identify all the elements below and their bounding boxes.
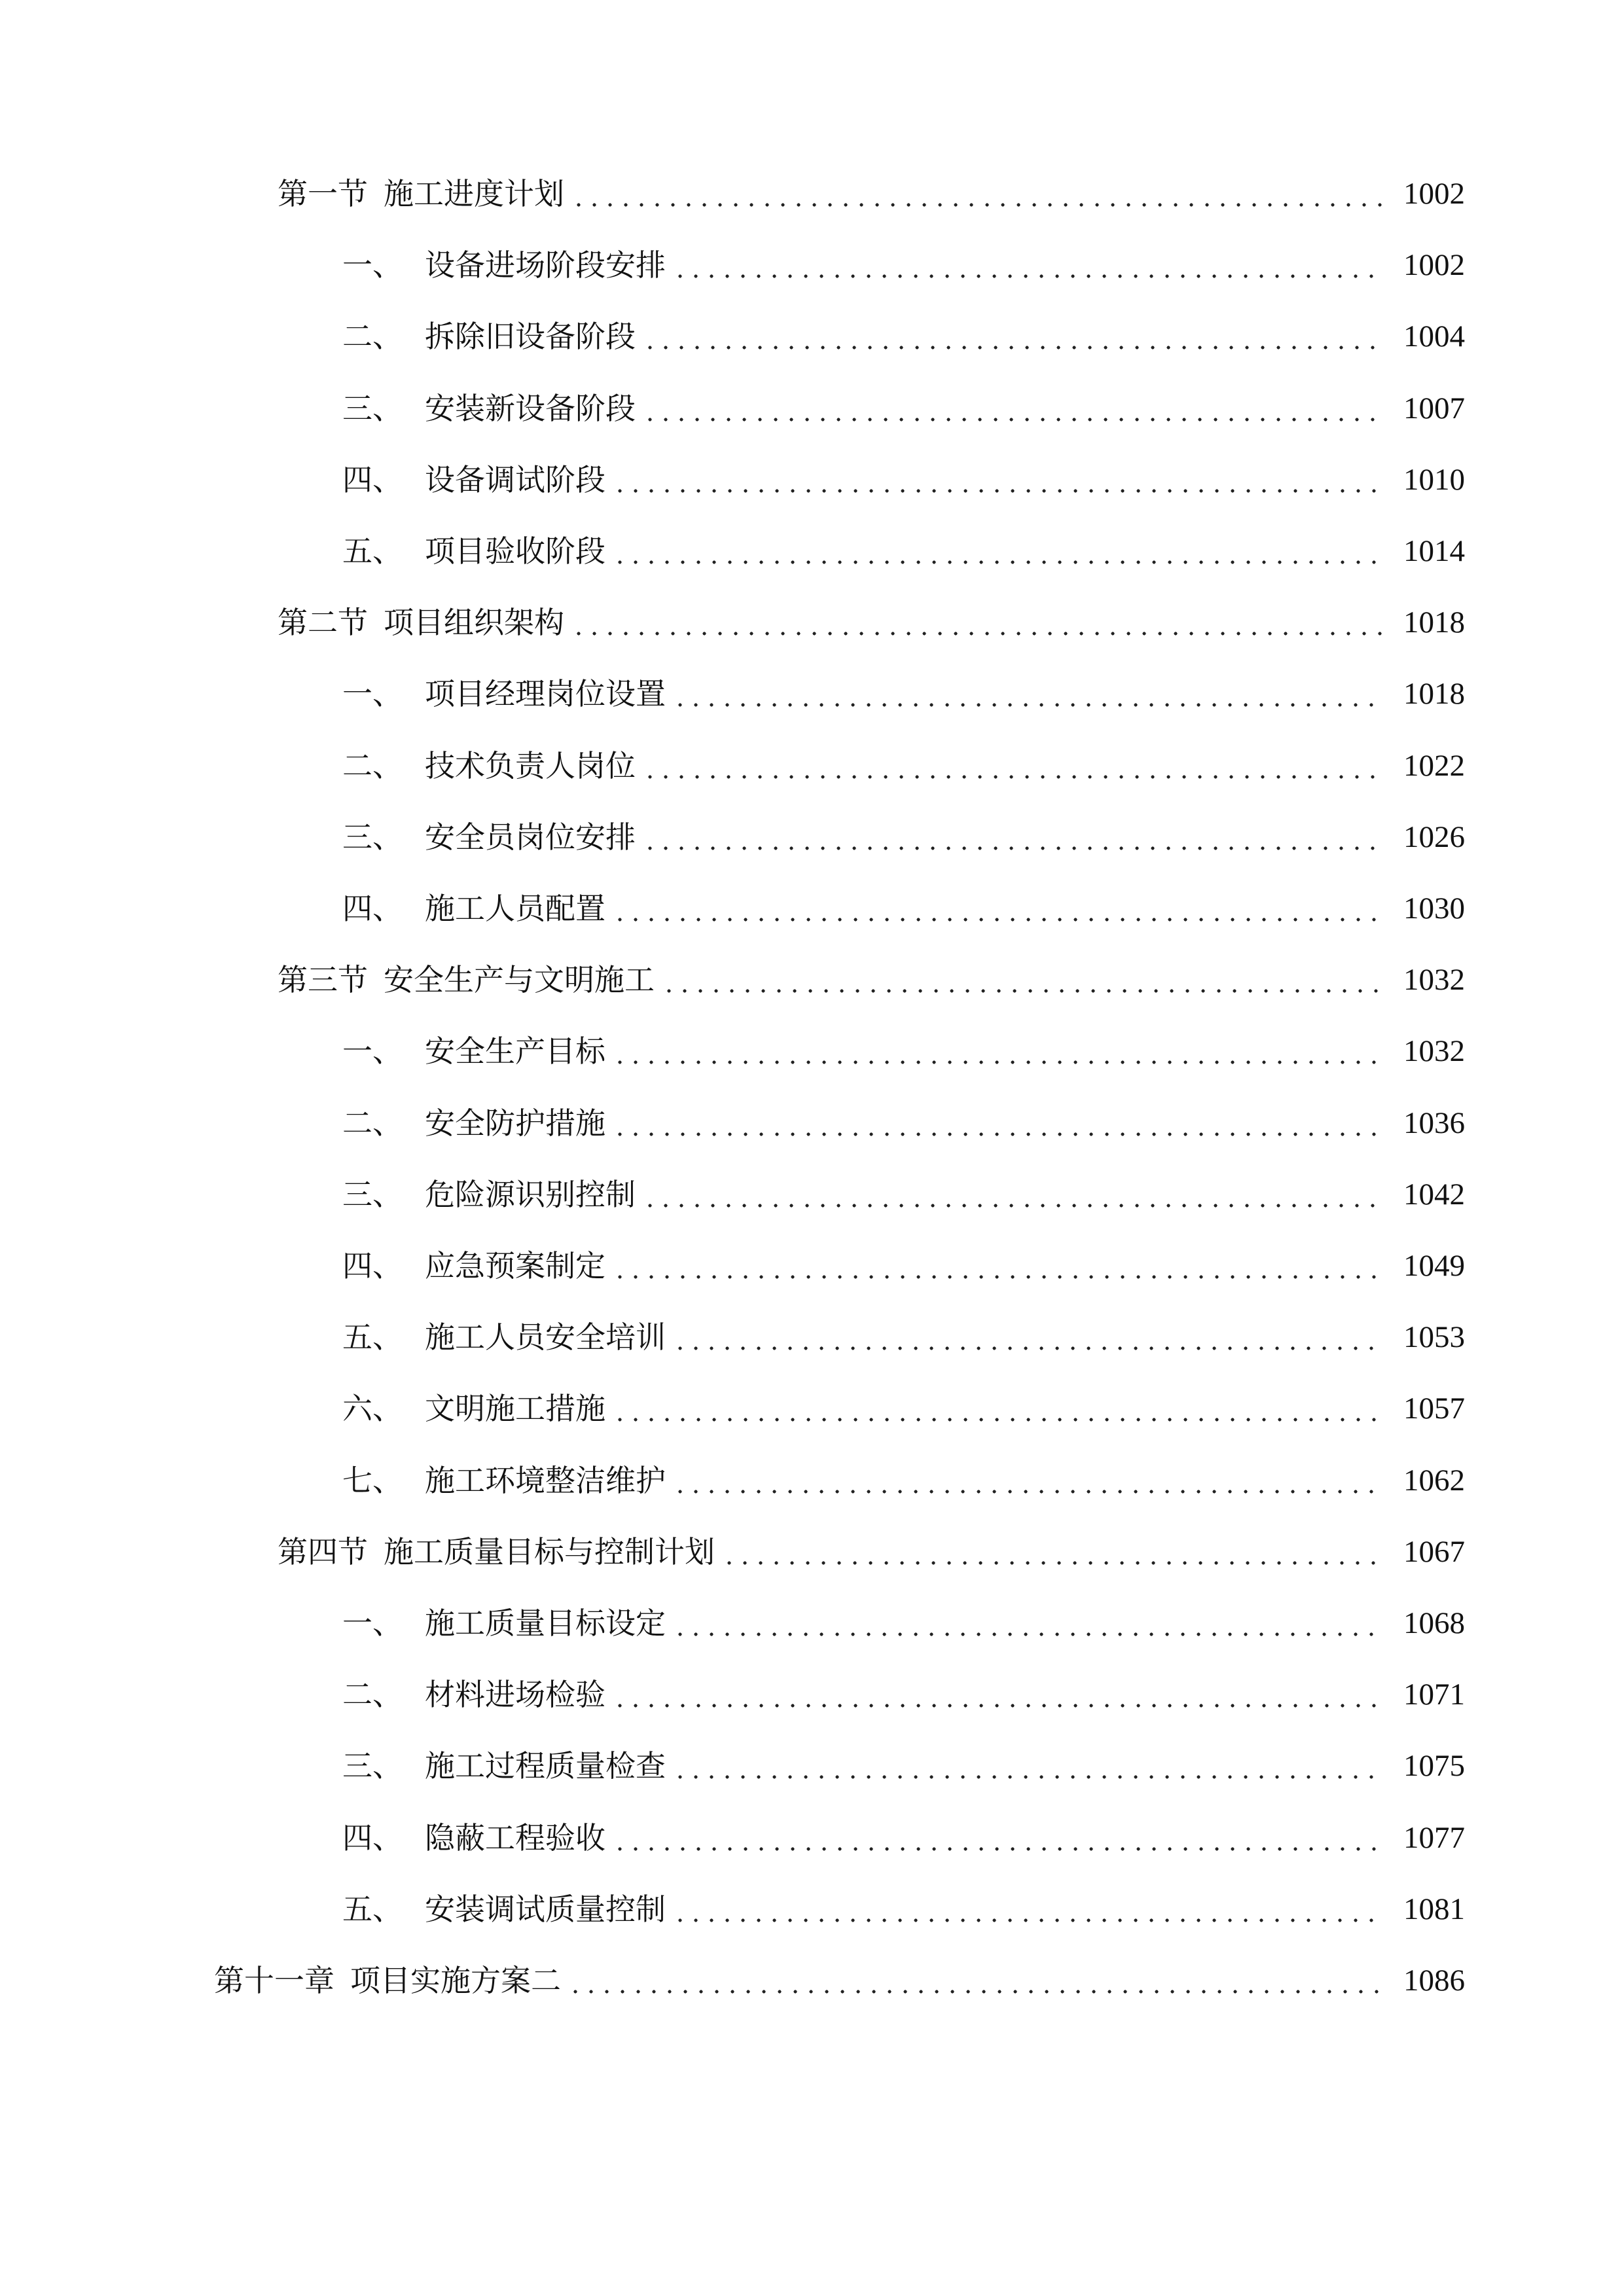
toc-entry-page-number: 1022 [1403, 749, 1465, 783]
dot-leader [672, 1457, 1382, 1504]
toc-entry-title: 危险源识别控制 [425, 1177, 636, 1212]
toc-entry-page-number: 1067 [1403, 1535, 1465, 1569]
toc-entry-page-number: 1042 [1403, 1177, 1465, 1211]
toc-entry-item[interactable] [342, 1742, 1465, 1789]
toc-entry-page-number: 1010 [1403, 463, 1465, 497]
dot-leader [568, 1957, 1382, 2004]
toc-entry-number: 三、 [342, 391, 403, 426]
toc-entry-number: 七、 [342, 1463, 403, 1498]
toc-entry-number: 五、 [342, 533, 403, 569]
toc-entry-section[interactable] [278, 1528, 1465, 1575]
toc-entry-number: 四、 [342, 1820, 403, 1856]
dot-leader [612, 1671, 1382, 1718]
toc-entry-title: 施工质量目标设定 [425, 1605, 666, 1641]
toc-entry-item[interactable] [342, 313, 1465, 360]
toc-entry-item[interactable] [342, 1171, 1465, 1218]
toc-entry-title: 技术负责人岗位 [425, 748, 636, 783]
dot-leader [612, 1100, 1382, 1147]
toc-entry-number: 三、 [342, 819, 403, 855]
toc-entry-number: 一、 [342, 247, 403, 283]
toc-entry-number: 二、 [342, 748, 403, 783]
dot-leader [612, 885, 1382, 932]
toc-entry-item[interactable] [342, 385, 1465, 432]
dot-leader [642, 313, 1382, 360]
toc-entry-title: 施工质量目标与控制计划 [384, 1534, 715, 1570]
toc-entry-section[interactable] [278, 599, 1465, 646]
toc-entry-title: 项目经理岗位设置 [425, 676, 666, 711]
toc-entry-number: 五、 [342, 1319, 403, 1355]
dot-leader [672, 242, 1382, 289]
toc-entry-number: 四、 [342, 1248, 403, 1283]
dot-leader [672, 1314, 1382, 1361]
toc-entry-title: 施工环境整洁维护 [425, 1463, 666, 1498]
toc-entry-page-number: 1081 [1403, 1892, 1465, 1926]
toc-entry-title: 设备调试阶段 [425, 462, 605, 497]
toc-entry-number: 二、 [342, 1105, 403, 1141]
toc-entry-item[interactable] [342, 814, 1465, 861]
toc-entry-page-number: 1049 [1403, 1249, 1465, 1283]
dot-leader [612, 1814, 1382, 1861]
toc-entry-item[interactable] [342, 1814, 1465, 1861]
toc-entry-title: 安全防护措施 [425, 1105, 605, 1141]
dot-leader [721, 1528, 1382, 1575]
toc-entry-item[interactable] [342, 742, 1465, 789]
toc-entry-item[interactable] [342, 885, 1465, 932]
toc-entry-title: 施工进度计划 [384, 176, 564, 211]
toc-entry-number: 四、 [342, 891, 403, 926]
dot-leader [612, 1242, 1382, 1289]
toc-entry-title: 安全生产与文明施工 [384, 962, 655, 997]
toc-entry-title: 隐蔽工程验收 [425, 1820, 605, 1856]
toc-entry-page-number: 1077 [1403, 1821, 1465, 1855]
toc-entry-number: 一、 [342, 1033, 403, 1069]
toc-entry-item[interactable] [342, 1600, 1465, 1647]
toc-entry-item[interactable] [342, 1385, 1465, 1432]
toc-entry-page-number: 1018 [1403, 605, 1465, 639]
toc-entry-number: 三、 [342, 1748, 403, 1784]
toc-entry-page-number: 1014 [1403, 534, 1465, 568]
toc-entry-number: 二、 [342, 1677, 403, 1712]
dot-leader [571, 170, 1382, 217]
toc-entry-number: 第三节 [278, 962, 368, 997]
dot-leader [642, 742, 1382, 789]
toc-entry-page-number: 1032 [1403, 1034, 1465, 1068]
toc-entry-number: 第十一章 [214, 1963, 334, 1998]
dot-leader [612, 456, 1382, 503]
dot-leader [642, 1171, 1382, 1218]
toc-entry-number: 二、 [342, 319, 403, 354]
toc-entry-page-number: 1004 [1403, 319, 1465, 353]
toc-entry-item[interactable] [342, 1028, 1465, 1075]
dot-leader [642, 385, 1382, 432]
toc-entry-title: 文明施工措施 [425, 1391, 605, 1426]
toc-entry-page-number: 1057 [1403, 1391, 1465, 1426]
dot-leader [642, 814, 1382, 861]
toc-entry-page-number: 1002 [1403, 177, 1465, 211]
toc-entry-section[interactable] [278, 956, 1465, 1003]
toc-entry-title: 设备进场阶段安排 [425, 247, 666, 283]
dot-leader [672, 1742, 1382, 1789]
toc-entry-title: 施工过程质量检查 [425, 1748, 666, 1784]
toc-entry-item[interactable] [342, 1671, 1465, 1718]
toc-entry-number: 第一节 [278, 176, 368, 211]
toc-entry-item[interactable] [342, 528, 1465, 575]
toc-entry-item[interactable] [342, 1314, 1465, 1361]
toc-entry-page-number: 1026 [1403, 820, 1465, 854]
toc-entry-title: 应急预案制定 [425, 1248, 605, 1283]
toc-entry-number: 三、 [342, 1177, 403, 1212]
toc-entry-item[interactable] [342, 456, 1465, 503]
toc-entry-page-number: 1030 [1403, 891, 1465, 925]
toc-entry-number: 第四节 [278, 1534, 368, 1570]
toc-entry-title: 安全员岗位安排 [425, 819, 636, 855]
toc-entry-page-number: 1062 [1403, 1463, 1465, 1498]
toc-entry-item[interactable] [342, 242, 1465, 289]
toc-entry-page-number: 1007 [1403, 391, 1465, 425]
dot-leader [661, 956, 1382, 1003]
toc-entry-title: 施工人员安全培训 [425, 1319, 666, 1355]
toc-entry-number: 四、 [342, 462, 403, 497]
toc-entry-item[interactable] [342, 1457, 1465, 1504]
toc-entry-number: 五、 [342, 1892, 403, 1927]
toc-entry-item[interactable] [342, 670, 1465, 717]
toc-entry-page-number: 1071 [1403, 1677, 1465, 1712]
toc-entry-page-number: 1018 [1403, 677, 1465, 711]
toc-entry-page-number: 1032 [1403, 963, 1465, 997]
dot-leader [672, 670, 1382, 717]
toc-entry-title: 拆除旧设备阶段 [425, 319, 636, 354]
toc-entry-item[interactable] [342, 1886, 1465, 1933]
toc-entry-item[interactable] [342, 1242, 1465, 1289]
toc-entry-title: 项目实施方案二 [350, 1963, 561, 1998]
toc-entry-page-number: 1002 [1403, 248, 1465, 282]
dot-leader [571, 599, 1382, 646]
dot-leader [612, 1028, 1382, 1075]
dot-leader [612, 528, 1382, 575]
dot-leader [672, 1886, 1382, 1933]
toc-entry-page-number: 1036 [1403, 1106, 1465, 1140]
toc-entry-title: 安装调试质量控制 [425, 1892, 666, 1927]
toc-entry-page-number: 1068 [1403, 1606, 1465, 1640]
dot-leader [612, 1385, 1382, 1432]
toc-entry-page-number: 1053 [1403, 1320, 1465, 1354]
dot-leader [672, 1600, 1382, 1647]
toc-entry-title: 项目验收阶段 [425, 533, 605, 569]
toc-entry-number: 一、 [342, 1605, 403, 1641]
toc-entry-page-number: 1075 [1403, 1749, 1465, 1783]
toc-entry-title: 材料进场检验 [425, 1677, 605, 1712]
toc-entry-title: 施工人员配置 [425, 891, 605, 926]
toc-entry-title: 安全生产目标 [425, 1033, 605, 1069]
toc-entry-page-number: 1086 [1403, 1964, 1465, 1998]
toc-entry-number: 一、 [342, 676, 403, 711]
toc-entry-number: 六、 [342, 1391, 403, 1426]
toc-entry-item[interactable] [342, 1100, 1465, 1147]
toc-entry-chapter[interactable] [214, 1957, 1465, 2004]
toc-entry-number: 第二节 [278, 605, 368, 640]
toc-entry-title: 项目组织架构 [384, 605, 564, 640]
toc-entry-title: 安装新设备阶段 [425, 391, 636, 426]
toc-entry-section[interactable] [278, 170, 1465, 217]
